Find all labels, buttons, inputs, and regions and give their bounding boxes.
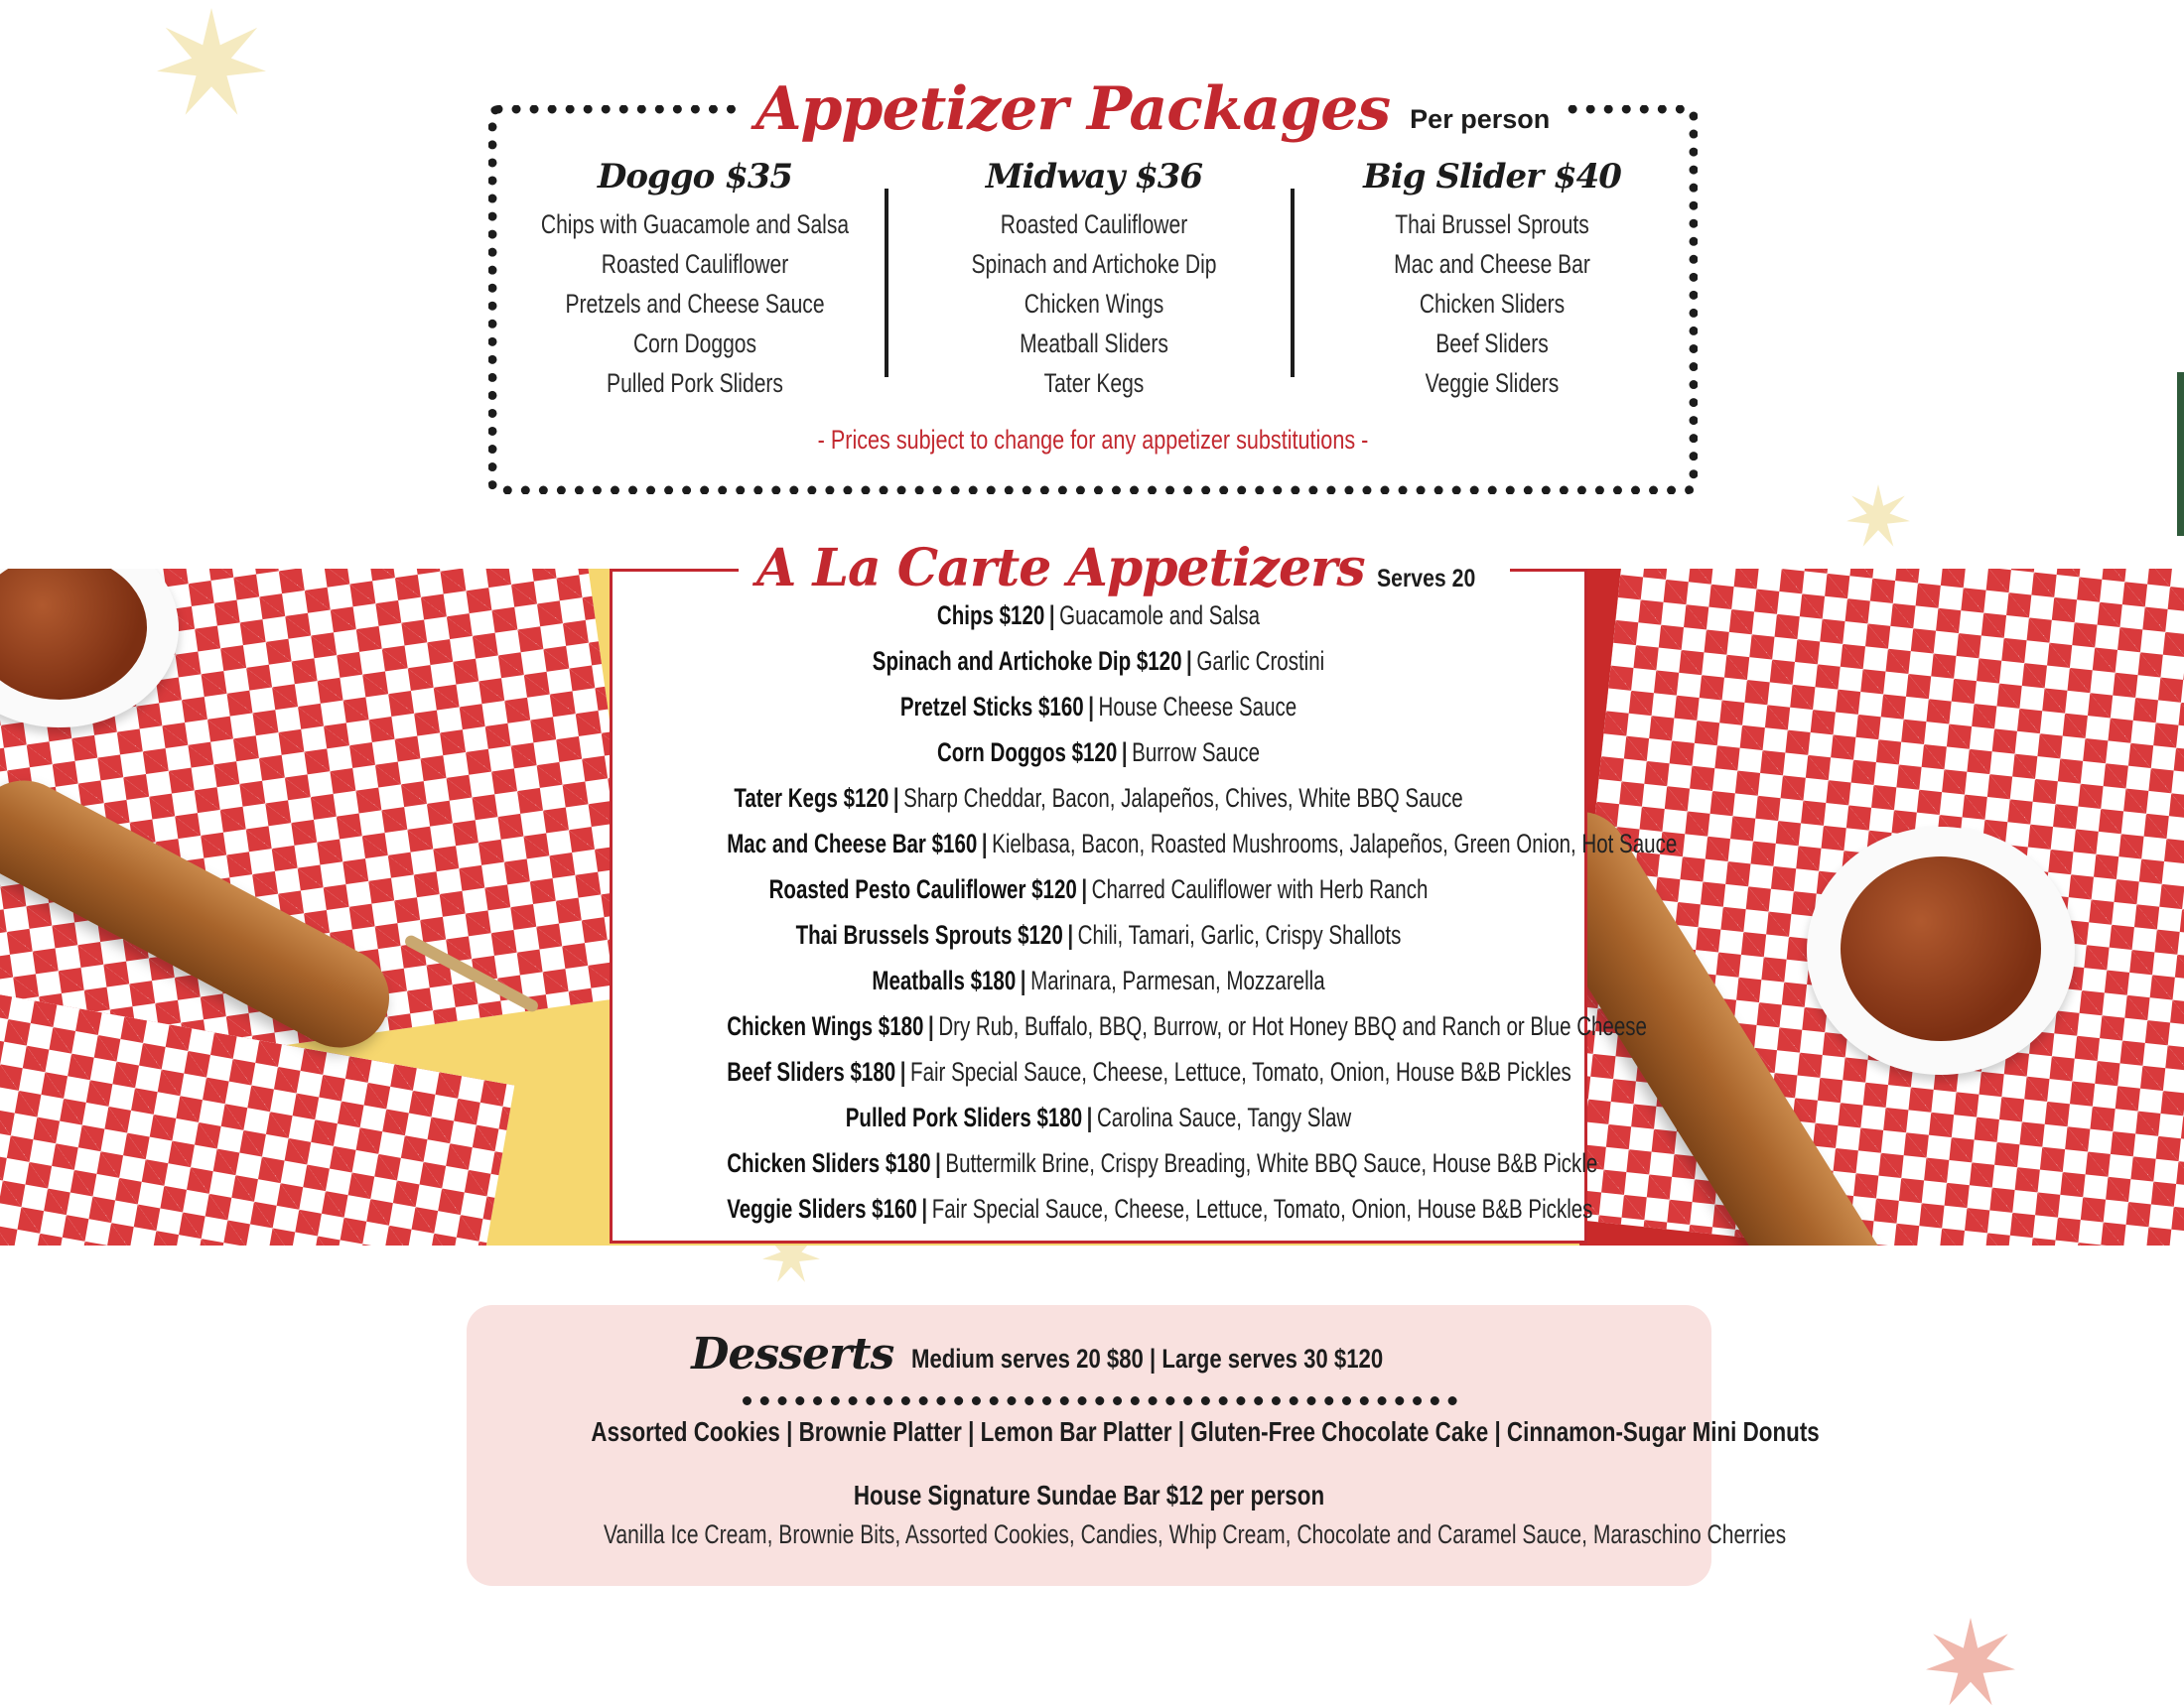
item-name: Pretzel Sticks $160 [899, 692, 1084, 722]
star-decoration-icon [1926, 1618, 2015, 1707]
item-name: Beef Sliders $180 [727, 1057, 896, 1087]
item-description: House Cheese Sauce [1098, 692, 1297, 722]
item-separator: | [1086, 1103, 1093, 1132]
item-name: Tater Kegs $120 [734, 783, 889, 813]
list-item [727, 732, 1470, 778]
list-item [727, 869, 1470, 915]
dotted-divider [743, 1396, 1457, 1405]
sauce-cup [1807, 827, 2075, 1075]
package-item: Thai Brussel Sprouts [1395, 209, 1589, 239]
package-item: Roasted Cauliflower [601, 249, 789, 279]
list-item [727, 1189, 1593, 1235]
item-description: Carolina Sauce, Tangy Slaw [1096, 1103, 1352, 1132]
item-name: Veggie Sliders $160 [727, 1194, 917, 1224]
a-la-carte-heading [739, 536, 1510, 601]
package-item: Meatball Sliders [1020, 328, 1168, 358]
item-separator: | [1081, 874, 1088, 904]
list-item [727, 641, 1470, 687]
item-description: Sharp Cheddar, Bacon, Jalapeños, Chives, White BBQ Sauce [903, 783, 1463, 813]
package-item: Tater Kegs [1043, 368, 1145, 398]
item-separator: | [899, 1057, 906, 1087]
package-name: Big Slider $40 [1363, 157, 1621, 197]
a-la-carte-list [610, 595, 1678, 1235]
package-item: Veggie Sliders [1425, 368, 1560, 398]
list-item [727, 778, 1470, 824]
list-item [727, 1052, 1571, 1098]
package-column-big-slider [1294, 155, 1691, 403]
package-item: Pulled Pork Sliders [607, 368, 783, 398]
sundae-bar-description: Vanilla Ice Cream, Brownie Bits, Assorted Cookies, Candies, Whip Cream, Chocolate and Caramel Sauce, Maraschino Cherries [603, 1519, 1787, 1549]
item-separator: | [935, 1148, 941, 1178]
column-divider [885, 189, 888, 377]
desserts-pricing-note: Medium serves 20 $80 | Large serves 30 $120 [911, 1344, 1384, 1374]
list-item [727, 687, 1470, 732]
item-separator: | [1020, 966, 1026, 995]
edge-decoration [2177, 372, 2184, 536]
a-la-carte-serves-note: Serves 20 [1376, 565, 1475, 592]
item-separator: | [1121, 737, 1128, 767]
item-separator: | [928, 1011, 934, 1041]
package-item: Roasted Cauliflower [1000, 209, 1188, 239]
item-separator: | [921, 1194, 928, 1224]
item-name: Thai Brussels Sprouts $120 [795, 920, 1063, 950]
package-item: Mac and Cheese Bar [1394, 249, 1590, 279]
list-item [727, 1098, 1470, 1143]
list-item [727, 1143, 1598, 1189]
packages-footnote: - Prices subject to change for any appetizer substitutions - [817, 425, 1369, 455]
package-item: Beef Sliders [1435, 328, 1549, 358]
package-name: Midway $36 [985, 157, 1203, 197]
package-name: Doggo $35 [597, 157, 793, 197]
package-item: Pretzels and Cheese Sauce [565, 289, 825, 319]
desserts-title: Desserts [691, 1329, 894, 1379]
package-item: Chicken Sliders [1419, 289, 1566, 319]
item-description: Marinara, Parmesan, Mozzarella [1030, 966, 1325, 995]
star-decoration-icon [1846, 484, 1910, 548]
item-separator: | [892, 783, 899, 813]
item-description: Guacamole and Salsa [1059, 600, 1261, 630]
packages-per-person-note: Per person [1410, 104, 1551, 134]
dessert-items: Assorted Cookies | Brownie Platter | Lemon Bar Platter | Gluten-Free Chocolate Cake | Cinnamon-Sugar Mini Donuts [591, 1416, 1820, 1447]
desserts-section [467, 1305, 1820, 1586]
item-name: Pulled Pork Sliders $180 [845, 1103, 1083, 1132]
item-name: Chicken Wings $180 [727, 1011, 924, 1041]
item-description: Charred Cauliflower with Herb Ranch [1091, 874, 1429, 904]
list-item [727, 915, 1470, 961]
item-separator: | [1067, 920, 1074, 950]
sundae-bar-title: House Signature Sundae Bar $12 per person [853, 1480, 1325, 1510]
item-description: Fair Special Sauce, Cheese, Lettuce, Tomato, Onion, House B&B Pickles [910, 1057, 1571, 1087]
list-item [727, 824, 1678, 869]
item-name: Roasted Pesto Cauliflower $120 [768, 874, 1077, 904]
item-name: Meatballs $180 [872, 966, 1017, 995]
item-separator: | [1048, 600, 1055, 630]
a-la-carte-title: A La Carte Appetizers [756, 538, 1365, 598]
item-separator: | [981, 829, 988, 858]
item-description: Garlic Crostini [1196, 646, 1325, 676]
item-description: Buttermilk Brine, Crispy Breading, White BBQ Sauce, House B&B Pickle [945, 1148, 1598, 1178]
item-name: Mac and Cheese Bar $160 [727, 829, 978, 858]
packages-heading [740, 69, 1566, 149]
item-description: Fair Special Sauce, Cheese, Lettuce, Tomato, Onion, House B&B Pickles [931, 1194, 1593, 1224]
item-name: Spinach and Artichoke Dip $120 [872, 646, 1182, 676]
item-name: Chicken Sliders $180 [727, 1148, 931, 1178]
item-name: Chips $120 [936, 600, 1045, 630]
package-item: Chicken Wings [1024, 289, 1164, 319]
package-item: Chips with Guacamole and Salsa [540, 209, 850, 239]
item-description: Chili, Tamari, Garlic, Crispy Shallots [1077, 920, 1402, 950]
star-decoration-icon [157, 8, 266, 117]
item-description: Burrow Sauce [1132, 737, 1261, 767]
list-item [727, 961, 1470, 1006]
package-item: Spinach and Artichoke Dip [971, 249, 1217, 279]
item-name: Corn Doggos $120 [936, 737, 1118, 767]
list-item [727, 595, 1470, 641]
item-description: Dry Rub, Buffalo, BBQ, Burrow, or Hot Honey BBQ and Ranch or Blue Cheese [938, 1011, 1647, 1041]
desserts-heading [467, 1327, 1711, 1382]
package-item: Corn Doggos [632, 328, 757, 358]
item-separator: | [1186, 646, 1192, 676]
package-column-midway [895, 155, 1293, 403]
item-description: Kielbasa, Bacon, Roasted Mushrooms, Jalapeños, Green Onion, Hot Sauce [992, 829, 1678, 858]
list-item [727, 1006, 1647, 1052]
packages-title: Appetizer Packages [755, 74, 1391, 144]
package-column-doggo [496, 155, 893, 403]
item-separator: | [1088, 692, 1094, 722]
